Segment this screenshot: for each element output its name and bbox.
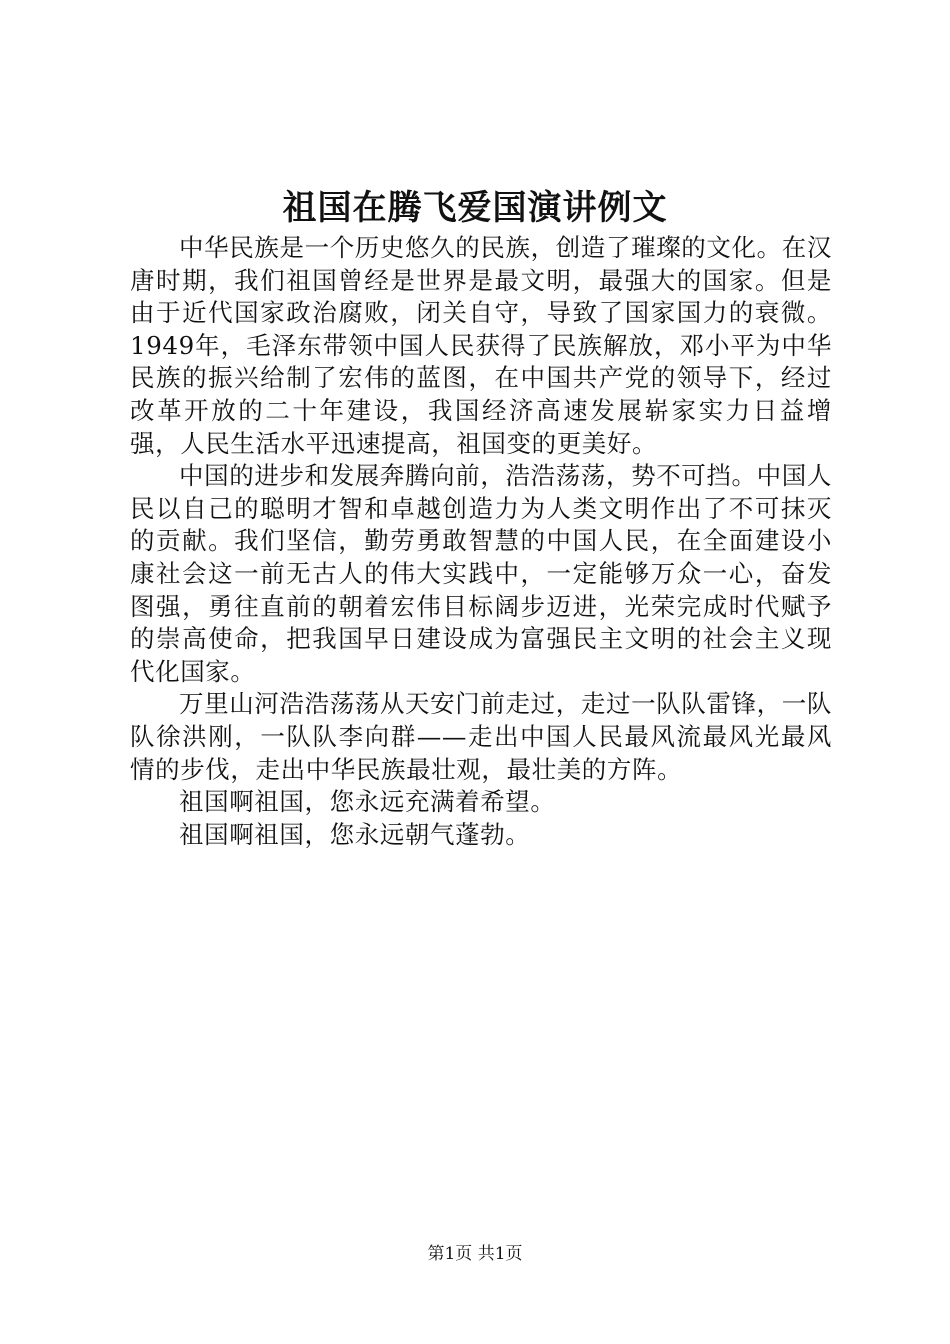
paragraph-2: 中国的进步和发展奔腾向前，浩浩荡荡，势不可挡。中国人民以自己的聪明才智和卓越创造力为人类文明作出了不可抹灭的贡献。我们坚信，勤劳勇敢智慧的中国人民，在全面建设小康社会这一前无古人的伟大实践中，一定能够万众一心，奋发图强，勇往直前的朝着宏伟目标阔步迈进，光荣完成时代赋予的崇高使命，把我国早日建设成为富强民主文明的社会主义现代化国家。 <box>130 461 832 686</box>
document-title: 祖国在腾飞爱国演讲例文 <box>282 188 668 228</box>
paragraph-5: 祖国啊祖国，您永远朝气蓬勃。 <box>179 819 531 849</box>
paragraph-4: 祖国啊祖国，您永远充满着希望。 <box>179 787 556 817</box>
page-number-footer: 第1页 共1页 <box>427 1244 523 1264</box>
paragraph-1: 中华民族是一个历史悠久的民族，创造了璀璨的文化。在汉唐时期，我们祖国曾经是世界是最文明，最强大的国家。但是由于近代国家政治腐败，闭关自守，导致了国家国力的衰微。1949年，毛泽东带领中国人民获得了民族解放，邓小平为中华民族的振兴给制了宏伟的蓝图，在中国共产党的领导下，经过改革开放的二十年建设，我国经济高速发展崭家实力日益增强，人民生活水平迅速提高，祖国变的更美好。 <box>130 233 832 458</box>
document-body <box>130 232 832 851</box>
paragraph-3: 万里山河浩浩荡荡从天安门前走过，走过一队队雷锋，一队队徐洪刚，一队队李向群——走出中国人民最风流最风光最风情的步伐，走出中华民族最壮观，最壮美的方阵。 <box>130 689 832 784</box>
